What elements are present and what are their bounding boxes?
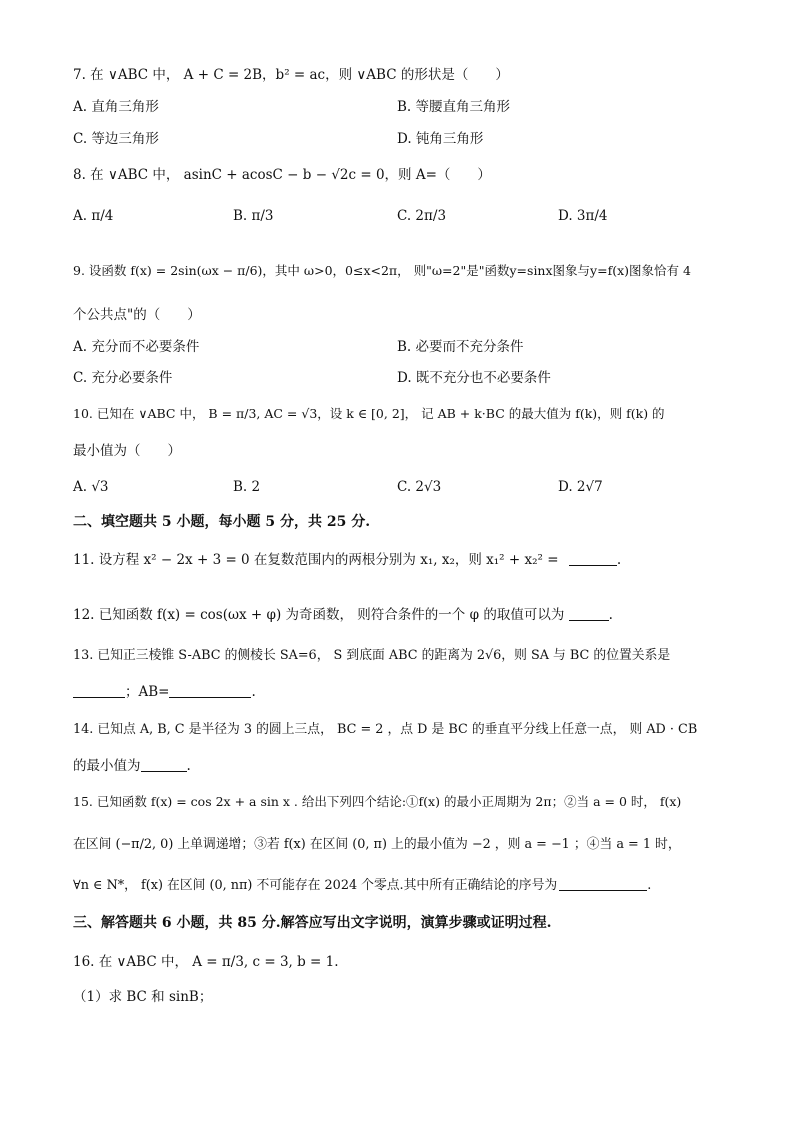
q7-option-a: A. 直角三角形 (73, 99, 159, 115)
q9-option-d: D. 既不充分也不必要条件 (397, 370, 551, 386)
section-3-heading: 三、解答题共 6 小题，共 85 分.解答应写出文字说明，演算步骤或证明过程. (73, 915, 552, 931)
q10-option-b: B. 2 (233, 479, 261, 495)
q16-part-1: （1）求 BC 和 sinB； (73, 989, 213, 1005)
q13-ab-label: ；AB= (125, 684, 170, 700)
q8-stem: 8. 在 ∨ABC 中， asinC + acosC − b − √2c = 0，则 A=（ ） (73, 167, 491, 183)
q16-stem: 16. 在 ∨ABC 中， A = π/3, c = 3, b = 1. (73, 954, 339, 970)
q9-option-a: A. 充分而不必要条件 (73, 339, 200, 355)
q11-text: 11. 设方程 x² − 2x + 3 = 0 在复数范围内的两根分别为 x₁, x₂，则 x₁² + x₂² = (73, 552, 559, 568)
q7-stem: 7. 在 ∨ABC 中， A + C = 2B，b² = ac，则 ∨ABC 的形状是（ ） (73, 67, 509, 83)
q9-option-b: B. 必要而不充分条件 (397, 339, 524, 355)
q8-option-b: B. π/3 (233, 208, 274, 224)
q15-stem-line1: 15. 已知函数 f(x) = cos 2x + a sin x . 给出下列四个结论:①f(x) 的最小正周期为 2π；②当 a = 0 时， f(x) (73, 794, 682, 809)
q12-text: 12. 已知函数 f(x) = cos(ωx + φ) 为奇函数， 则符合条件的一个 φ 的取值可以为 (73, 607, 565, 623)
q10-stem-line2: 最小值为（ ） (73, 443, 181, 459)
q14-stem-line2: 的最小值为 . (73, 758, 191, 774)
q8-option-c: C. 2π/3 (397, 208, 447, 224)
q14-answer-blank[interactable] (141, 757, 187, 772)
q10-option-a: A. √3 (73, 479, 109, 495)
q13-answer-blank-1[interactable] (73, 683, 125, 698)
q9-stem-line2: 个公共点"的（ ） (73, 307, 201, 323)
q13-stem-line2: ；AB= . (73, 683, 256, 701)
q12-stem: 12. 已知函数 f(x) = cos(ωx + φ) 为奇函数， 则符合条件的一个 φ 的取值可以为 . (73, 607, 613, 623)
q10-stem-line1: 10. 已知在 ∨ABC 中， B = π/3, AC = √3，设 k ∈ [0, 2]， 记 AB + k·BC 的最大值为 f(k)，则 f(k) 的 (73, 406, 665, 421)
section-2-heading: 二、填空题共 5 小题，每小题 5 分，共 25 分. (73, 514, 371, 530)
q13-answer-blank-2[interactable] (169, 683, 251, 698)
q12-answer-blank[interactable] (569, 606, 609, 621)
q9-option-c: C. 充分必要条件 (73, 370, 173, 386)
q13-stem-line1: 13. 已知正三棱锥 S-ABC 的侧棱长 SA=6， S 到底面 ABC 的距离为 2√6，则 SA 与 BC 的位置关系是 (73, 648, 671, 663)
q14-text: 的最小值为 (73, 758, 141, 774)
q15-stem-line2: 在区间 (−π/2, 0) 上单调递增；③若 f(x) 在区间 (0, π) 上的最小值为 −2 ，则 a = −1 ；④当 a = 1 时， (73, 837, 681, 852)
q11-answer-blank[interactable] (569, 551, 617, 566)
q10-option-d: D. 2√7 (558, 479, 603, 495)
q11-stem: 11. 设方程 x² − 2x + 3 = 0 在复数范围内的两根分别为 x₁, x₂，则 x₁² + x₂² = . (73, 552, 622, 568)
q8-option-a: A. π/4 (73, 208, 114, 224)
q15-answer-blank[interactable] (559, 876, 647, 891)
q7-option-c: C. 等边三角形 (73, 131, 159, 147)
q7-option-d: D. 钝角三角形 (397, 131, 484, 147)
q14-stem-line1: 14. 已知点 A, B, C 是半径为 3 的圆上三点， BC = 2 ，点 D 是 BC 的垂直平分线上任意一点， 则 AD · CB (73, 722, 698, 737)
q8-option-d: D. 3π/4 (558, 208, 608, 224)
q7-option-b: B. 等腰直角三角形 (397, 99, 511, 115)
q9-stem-line1: 9. 设函数 f(x) = 2sin(ωx − π/6)，其中 ω>0，0≤x<2π， 则"ω=2"是"函数y=sinx图象与y=f(x)图象恰有 4 (73, 263, 691, 278)
q15-text: ∀n ∈ N*， f(x) 在区间 (0, nπ) 不可能存在 2024 个零点.其中所有正确结论的序号为 (73, 878, 558, 893)
q15-stem-line3: ∀n ∈ N*， f(x) 在区间 (0, nπ) 不可能存在 2024 个零点.其中所有正确结论的序号为 . (73, 878, 652, 893)
q10-option-c: C. 2√3 (397, 479, 442, 495)
